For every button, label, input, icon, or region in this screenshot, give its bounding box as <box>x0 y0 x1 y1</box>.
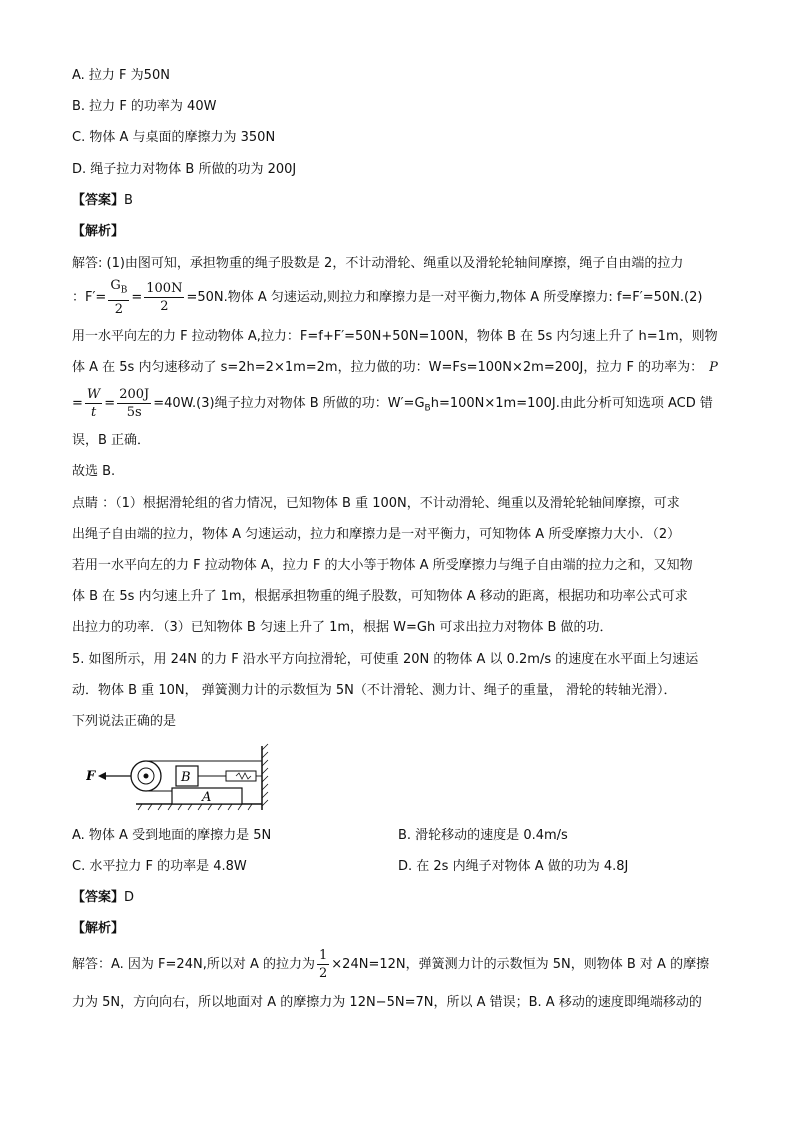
q4-analysis-line <box>72 384 713 429</box>
answer-label: 【答案】 <box>72 193 125 208</box>
subscript: B <box>120 285 128 296</box>
fraction-numerator: G <box>110 278 121 293</box>
text-fragment: P <box>709 360 718 375</box>
q4-analysis-line: 解答: (1)由图可知，承担物重的绳子股数是 2，不计动滑轮、绳重以及滑轮轮轴间摩擦，绳子自由端的拉力 <box>72 256 684 271</box>
q4-analysis-line <box>72 358 718 378</box>
text-fragment: = <box>104 396 116 411</box>
q5-analysis-line: 力为 5N，方向向右，所以地面对 A 的摩擦力为 12N−5N=7N，所以 A 错误；B. A 移动的速度即绳端移动的 <box>72 995 702 1010</box>
q5-answer <box>72 888 134 908</box>
block-b-label: B <box>181 770 191 785</box>
q5-analysis-line <box>72 945 709 985</box>
fraction-denominator: 2 <box>114 301 123 317</box>
answer-value: D <box>124 890 135 905</box>
q4-answer <box>72 191 133 211</box>
fraction-numerator: 100N <box>146 280 183 296</box>
text-fragment: = <box>72 396 83 411</box>
q5-option-d: D. 在 2s 内绳子对物体 A 做的功为 4.8J <box>398 859 629 874</box>
q5-option-c: C. 水平拉力 F 的功率是 4.8W <box>72 859 247 874</box>
q4-option-d: D. 绳子拉力对物体 B 所做的功为 200J <box>72 162 297 177</box>
block-a-label: A <box>202 790 212 805</box>
q4-choice-line: 故选 B. <box>72 464 116 479</box>
q4-comment-line: 体 B 在 5s 内匀速上升了 1m，根据承担物重的绳子股数，可知物体 A 移动的距离，根据功和功率公式可求 <box>72 589 688 604</box>
fraction-denominator: t <box>90 405 97 420</box>
q5-option-b: B. 滑轮移动的速度是 0.4m/s <box>398 828 568 843</box>
text-fragment: = <box>131 289 143 305</box>
fraction-numerator: 1 <box>319 948 328 963</box>
fraction-numerator: W <box>86 387 101 402</box>
fraction <box>144 280 184 315</box>
text-fragment: 体 A 在 5s 内匀速移动了 s=2h=2×1m=2m，拉力做的功：W=Fs=100N×2m=200J，拉力 F 的功率为： <box>72 360 704 375</box>
q5-question-line: 动．物体 B 重 10N， 弹簧测力计的示数恒为 5N（不计滑轮、测力计、绳子的重量， 滑轮的转轴光滑）． <box>72 683 677 698</box>
force-label: F <box>86 769 96 784</box>
q4-option-b: B. 拉力 F 的功率为 40W <box>72 99 217 114</box>
pulley-figure <box>86 742 276 814</box>
text-fragment: 解答：A. 因为 F=24N,所以对 A 的拉力为 <box>72 957 315 972</box>
fraction <box>108 277 129 318</box>
answer-value: B <box>124 193 133 208</box>
text-fragment: h=100N×1m=100J.由此分析可知选项 ACD 错 <box>430 396 713 411</box>
fraction-denominator: 2 <box>160 298 169 314</box>
spring-scale <box>226 771 256 781</box>
fraction-denominator: 5s <box>126 405 142 420</box>
q4-option-c: C. 物体 A 与桌面的摩擦力为 350N <box>72 130 276 145</box>
q4-option-a: A. 拉力 F 为50N <box>72 68 170 83</box>
q5-analysis-label: 【解析】 <box>72 921 125 936</box>
answer-label: 【答案】 <box>72 890 125 905</box>
q5-question-line: 下列说法正确的是 <box>72 714 177 729</box>
fraction-denominator: 2 <box>319 966 328 981</box>
text-fragment: ：F′= <box>72 289 107 305</box>
text-fragment: =50N.物体 A 匀速运动,则拉力和摩擦力是一对平衡力,物体 A 所受摩擦力: f=F′=50N.(2) <box>186 289 703 305</box>
q4-comment-line: 若用一水平向左的力 F 拉动物体 A，拉力 F 的大小等于物体 A 所受摩擦力与绳子自由端的拉力之和，又知物 <box>72 558 693 573</box>
fraction-numerator: 200J <box>119 387 150 402</box>
fraction <box>85 386 102 421</box>
text-fragment: =40W.(3)绳子拉力对物体 B 所做的功：W′=G <box>153 396 425 411</box>
q4-analysis-label: 【解析】 <box>72 224 125 239</box>
q4-analysis-line: 误，B 正确． <box>72 433 151 448</box>
arrow-left-icon <box>98 772 106 780</box>
fraction <box>117 386 151 421</box>
text-fragment: ×24N=12N，弹簧测力计的示数恒为 5N，则物体 B 对 A 的摩擦 <box>331 957 710 972</box>
q4-comment-line: 出绳子自由端的拉力，物体 A 匀速运动，拉力和摩擦力是一对平衡力，可知物体 A 所受摩擦力大小．（2） <box>72 527 681 542</box>
q5-question-line: 5. 如图所示，用 24N 的力 F 沿水平方向拉滑轮，可使重 20N 的物体 A 以 0.2m/s 的速度在水平面上匀速运 <box>72 652 699 667</box>
q4-analysis-line: 用一水平向左的力 F 拉动物体 A,拉力：F=f+F′=50N+50N=100N，物体 B 在 5s 内匀速上升了 h=1m，则物 <box>72 329 718 344</box>
fraction <box>317 947 329 982</box>
q4-comment-line: 点睛 ：（1）根据滑轮组的省力情况，已知物体 B 重 100N，不计动滑轮、绳重以及滑轮轮轴间摩擦，可求 <box>72 496 680 511</box>
subscript: B <box>424 403 431 414</box>
q4-comment-line: 出拉力的功率．（3）已知物体 B 匀速上升了 1m，根据 W=Gh 可求出拉力对物体 B 做的功． <box>72 620 613 635</box>
q4-analysis-line <box>72 277 702 318</box>
q5-option-a: A. 物体 A 受到地面的摩擦力是 5N <box>72 828 272 843</box>
